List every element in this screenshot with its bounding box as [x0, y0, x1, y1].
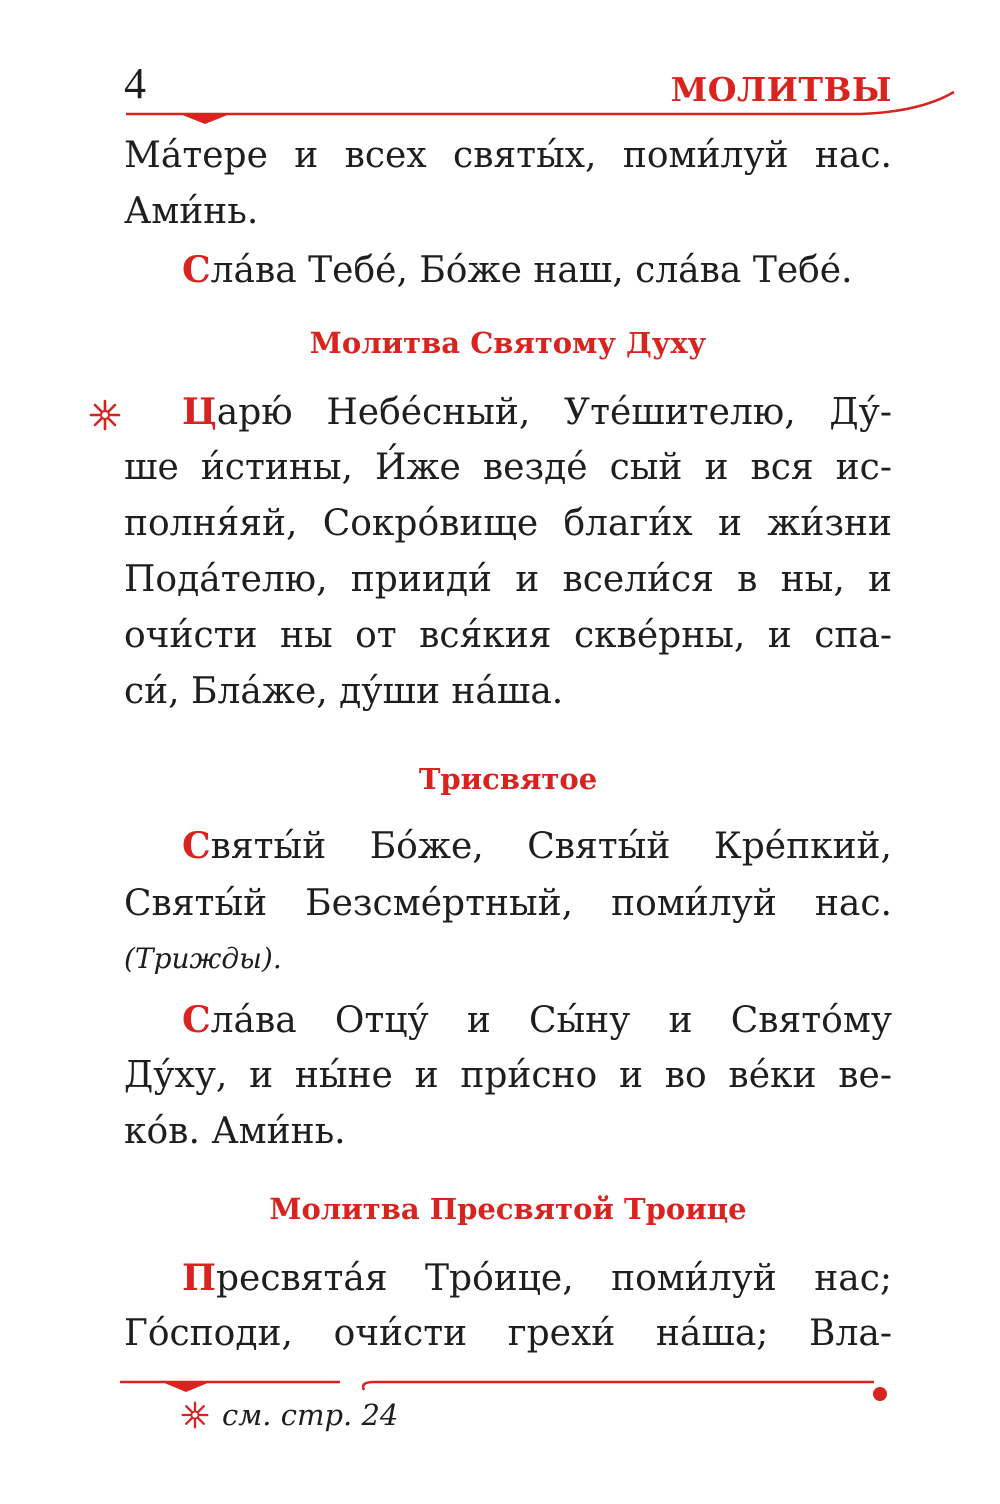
- paragraph-glory-father-line-2: Ду́ху, и ны́не и при́сно и во ве́ки ве-: [124, 1055, 892, 1096]
- paragraph-glory: Сла́ва Тебе́, Бо́же наш, сла́ва Тебе́.: [182, 249, 853, 291]
- footnote: [180, 1398, 398, 1432]
- paragraph-glory-father-line-1: Сла́ва Отцу́ и Сы́ну и Свято́му: [182, 999, 892, 1041]
- heading-trinity: Молитва Пресвятой Троице: [269, 1192, 747, 1226]
- paragraph-glory-father-line-3: ко́в. Ами́нь.: [124, 1111, 346, 1152]
- paragraph-intro-line-2: Ами́нь.: [124, 191, 259, 232]
- drop-initial: Ц: [182, 391, 217, 433]
- paragraph-holy-spirit-line-3: полня́яй, Сокро́вище благи́х и жи́зни: [124, 503, 892, 544]
- drop-initial: П: [182, 1257, 216, 1299]
- header-rule: [120, 88, 960, 128]
- footnote-text: см. стр. 24: [222, 1398, 399, 1432]
- paragraph-trinity-line-1: Пресвята́я Тро́ице, поми́луй нас;: [182, 1257, 892, 1299]
- paragraph-intro-line-1: Ма́тере и всех святы́х, поми́луй нас.: [124, 135, 892, 176]
- star-burst-icon: [88, 398, 122, 432]
- drop-initial: С: [182, 999, 211, 1041]
- star-burst-icon: [180, 1400, 210, 1430]
- paragraph-trisagion-line-1: Святы́й Бо́же, Святы́й Кре́пкий,: [182, 825, 892, 867]
- note-thrice: (Трижды).: [124, 942, 282, 975]
- paragraph-trinity-line-2: Го́споди, очи́сти грехи́ на́ша; Вла-: [124, 1313, 892, 1354]
- heading-holy-spirit: Молитва Святому Духу: [309, 326, 707, 360]
- section-title: МОЛИТВЫ: [670, 70, 892, 109]
- drop-initial: С: [182, 249, 211, 291]
- paragraph-holy-spirit-line-2: ше и́стины, И́же везде́ сый и вся ис-: [124, 447, 892, 488]
- paragraph-holy-spirit-line-5: очи́сти ны от вся́кия скве́рны, и спа-: [124, 615, 892, 656]
- paragraph-holy-spirit-line-1: Царю́ Небе́сный, Уте́шителю, Ду́-: [182, 391, 892, 433]
- page-header: [0, 0, 1000, 140]
- drop-initial: С: [182, 825, 211, 867]
- paragraph-holy-spirit-line-4: Пода́телю, прииди́ и всели́ся в ны, и: [124, 559, 892, 600]
- paragraph-trisagion-line-2: Святы́й Безсме́ртный, поми́луй нас.: [124, 883, 892, 924]
- page-number: 4: [124, 59, 146, 108]
- heading-trisagion: Трисвятое: [418, 762, 598, 796]
- paragraph-holy-spirit-line-6: си́, Бла́же, ду́ши на́ша.: [124, 671, 564, 712]
